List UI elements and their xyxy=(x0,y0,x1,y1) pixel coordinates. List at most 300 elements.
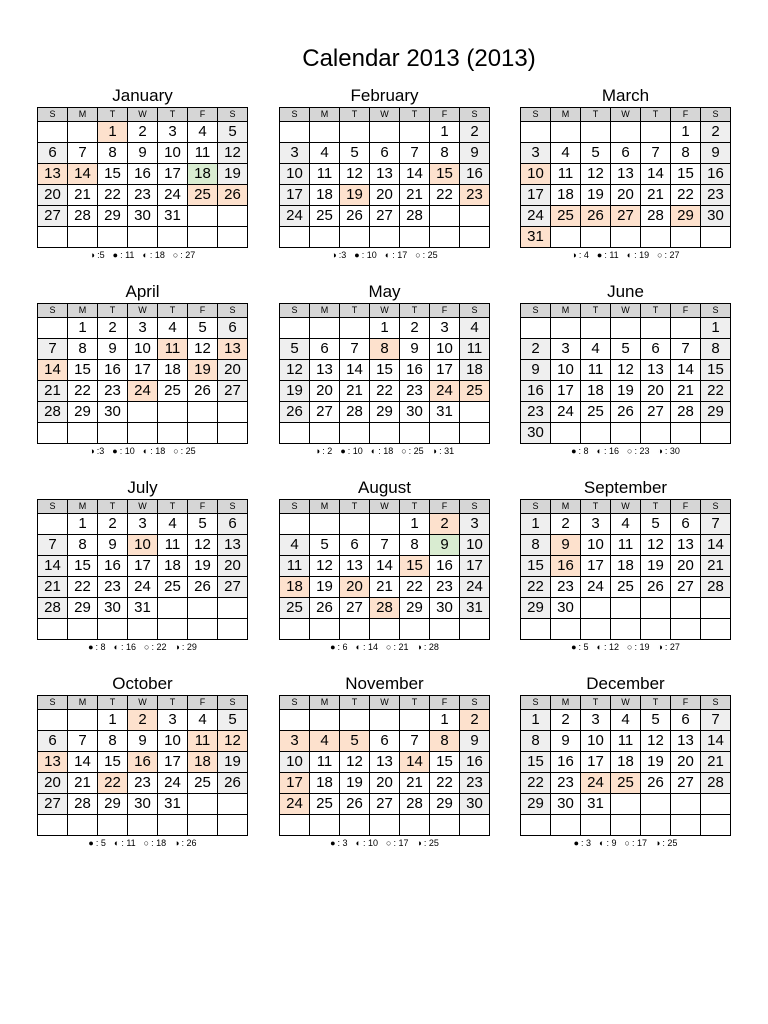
day-cell: 21 xyxy=(370,577,400,598)
day-cell: 8 xyxy=(68,339,98,360)
day-cell: 21 xyxy=(641,185,671,206)
empty-day-cell xyxy=(430,815,460,836)
empty-day-cell xyxy=(641,598,671,619)
day-cell: 18 xyxy=(188,752,218,773)
day-cell: 18 xyxy=(280,577,310,598)
moon-phase xyxy=(354,250,376,260)
moon-phase xyxy=(331,250,346,260)
week-row xyxy=(521,164,731,185)
moon-phase xyxy=(657,446,679,456)
moon-phase-date: : 16 xyxy=(120,642,136,652)
weekday-header: S xyxy=(521,108,551,122)
day-cell: 7 xyxy=(400,731,430,752)
day-cell: 19 xyxy=(218,164,248,185)
day-cell: 16 xyxy=(430,556,460,577)
day-cell: 2 xyxy=(460,122,490,143)
moon-phase-date: : 21 xyxy=(393,642,409,652)
day-cell: 14 xyxy=(68,164,98,185)
day-cell: 7 xyxy=(701,514,731,535)
day-cell: 3 xyxy=(158,710,188,731)
day-cell: 24 xyxy=(158,773,188,794)
moon-phase-date: : 27 xyxy=(664,250,680,260)
empty-day-cell xyxy=(38,710,68,731)
day-cell: 30 xyxy=(400,402,430,423)
moon-phase xyxy=(174,642,196,652)
day-cell: 11 xyxy=(310,164,340,185)
first-quarter-icon: ◑ xyxy=(416,838,422,848)
day-cell: 23 xyxy=(521,402,551,423)
week-row xyxy=(521,815,731,836)
empty-day-cell xyxy=(310,318,340,339)
day-cell: 13 xyxy=(340,556,370,577)
day-cell: 10 xyxy=(581,731,611,752)
day-cell: 1 xyxy=(68,514,98,535)
day-cell: 22 xyxy=(400,577,430,598)
empty-day-cell xyxy=(218,794,248,815)
day-cell: 21 xyxy=(38,381,68,402)
empty-day-cell xyxy=(98,619,128,640)
day-cell: 28 xyxy=(68,794,98,815)
moon-phase xyxy=(571,250,588,260)
day-cell: 14 xyxy=(701,731,731,752)
weekday-header-row xyxy=(521,304,731,318)
empty-day-cell xyxy=(218,619,248,640)
day-cell: 1 xyxy=(430,122,460,143)
day-cell: 17 xyxy=(280,773,310,794)
empty-day-cell xyxy=(581,598,611,619)
first-quarter-icon: ◑ xyxy=(657,446,663,456)
empty-day-cell xyxy=(611,227,641,248)
week-row xyxy=(521,402,731,423)
moon-phase xyxy=(89,446,104,456)
moon-phase-date: : 3 xyxy=(337,838,348,848)
day-cell: 2 xyxy=(128,710,158,731)
month-grid xyxy=(37,695,248,836)
weekday-header: T xyxy=(641,696,671,710)
day-cell: 22 xyxy=(430,185,460,206)
day-cell: 13 xyxy=(370,752,400,773)
weekday-header: T xyxy=(641,108,671,122)
day-cell: 5 xyxy=(218,710,248,731)
day-cell: 24 xyxy=(551,402,581,423)
empty-day-cell xyxy=(671,815,701,836)
day-cell: 6 xyxy=(370,731,400,752)
day-cell: 13 xyxy=(310,360,340,381)
empty-day-cell xyxy=(400,122,430,143)
empty-day-cell xyxy=(188,402,218,423)
day-cell: 27 xyxy=(218,577,248,598)
day-cell: 31 xyxy=(158,206,188,227)
weekday-header: W xyxy=(128,500,158,514)
day-cell: 17 xyxy=(158,164,188,185)
week-row xyxy=(38,143,248,164)
day-cell: 15 xyxy=(671,164,701,185)
empty-day-cell xyxy=(671,423,701,444)
day-cell: 6 xyxy=(310,339,340,360)
day-cell: 14 xyxy=(671,360,701,381)
day-cell: 19 xyxy=(280,381,310,402)
empty-day-cell xyxy=(460,619,490,640)
moon-phase xyxy=(114,838,136,848)
day-cell: 24 xyxy=(581,773,611,794)
day-cell: 25 xyxy=(280,598,310,619)
empty-day-cell xyxy=(370,710,400,731)
moon-phase xyxy=(386,838,408,848)
day-cell: 24 xyxy=(128,577,158,598)
day-cell: 9 xyxy=(98,339,128,360)
weekday-header-row xyxy=(38,304,248,318)
day-cell: 16 xyxy=(460,164,490,185)
empty-day-cell xyxy=(641,318,671,339)
empty-day-cell xyxy=(701,815,731,836)
empty-day-cell xyxy=(460,423,490,444)
empty-day-cell xyxy=(611,122,641,143)
day-cell: 26 xyxy=(581,206,611,227)
weekday-header: M xyxy=(551,304,581,318)
empty-day-cell xyxy=(128,227,158,248)
first-quarter-icon: ◑ xyxy=(174,642,180,652)
day-cell: 12 xyxy=(641,535,671,556)
moon-phase xyxy=(356,642,378,652)
weekday-header: F xyxy=(188,500,218,514)
day-cell: 30 xyxy=(701,206,731,227)
day-cell: 11 xyxy=(188,143,218,164)
day-cell: 12 xyxy=(641,731,671,752)
day-cell: 27 xyxy=(370,206,400,227)
day-cell: 13 xyxy=(218,535,248,556)
month-grid xyxy=(37,499,248,640)
empty-day-cell xyxy=(128,402,158,423)
day-cell: 3 xyxy=(158,122,188,143)
week-row xyxy=(521,556,731,577)
weekday-header: W xyxy=(128,304,158,318)
moon-phase-date: : 16 xyxy=(603,446,619,456)
page-title: Calendar 2013 (2013) xyxy=(302,45,536,72)
empty-day-cell xyxy=(370,514,400,535)
month-november xyxy=(279,673,490,851)
day-cell: 7 xyxy=(641,143,671,164)
empty-day-cell xyxy=(340,619,370,640)
moon-phase-date: : 25 xyxy=(180,446,196,456)
full-moon-icon: ○ xyxy=(173,446,179,456)
day-cell: 21 xyxy=(38,577,68,598)
day-cell: 18 xyxy=(188,164,218,185)
empty-day-cell xyxy=(641,423,671,444)
moon-phase-date: :3 xyxy=(96,446,105,456)
day-cell: 18 xyxy=(310,773,340,794)
day-cell: 11 xyxy=(280,556,310,577)
empty-day-cell xyxy=(158,402,188,423)
day-cell: 17 xyxy=(551,381,581,402)
day-cell: 26 xyxy=(641,577,671,598)
moon-phase-date: : 25 xyxy=(423,838,439,848)
week-row xyxy=(280,318,490,339)
week-row xyxy=(280,227,490,248)
empty-day-cell xyxy=(280,423,310,444)
day-cell: 4 xyxy=(188,710,218,731)
empty-day-cell xyxy=(340,227,370,248)
weekday-header: T xyxy=(340,108,370,122)
moon-phase-date: : 18 xyxy=(378,446,394,456)
day-cell: 15 xyxy=(68,556,98,577)
day-cell: 19 xyxy=(340,185,370,206)
day-cell: 2 xyxy=(701,122,731,143)
empty-day-cell xyxy=(551,318,581,339)
day-cell: 3 xyxy=(551,339,581,360)
weekday-header: M xyxy=(551,500,581,514)
day-cell: 5 xyxy=(611,339,641,360)
moon-phases xyxy=(520,640,731,655)
day-cell: 23 xyxy=(551,773,581,794)
day-cell: 4 xyxy=(611,514,641,535)
day-cell: 1 xyxy=(521,514,551,535)
day-cell: 6 xyxy=(641,339,671,360)
day-cell: 16 xyxy=(701,164,731,185)
day-cell: 13 xyxy=(611,164,641,185)
weekday-header: S xyxy=(701,696,731,710)
empty-day-cell xyxy=(218,423,248,444)
moon-phase-date: : 11 xyxy=(604,250,619,260)
weekday-header: F xyxy=(430,696,460,710)
week-row xyxy=(521,122,731,143)
day-cell: 29 xyxy=(430,794,460,815)
day-cell: 11 xyxy=(581,360,611,381)
moon-phase-date: : 17 xyxy=(393,838,409,848)
new-moon-icon: ● xyxy=(88,838,94,848)
moon-phases xyxy=(37,836,248,851)
full-moon-icon: ○ xyxy=(144,642,150,652)
day-cell: 21 xyxy=(671,381,701,402)
empty-day-cell xyxy=(611,619,641,640)
day-cell: 23 xyxy=(460,185,490,206)
week-row xyxy=(38,122,248,143)
day-cell: 3 xyxy=(581,710,611,731)
week-row xyxy=(38,514,248,535)
weekday-header: S xyxy=(38,304,68,318)
day-cell: 30 xyxy=(430,598,460,619)
moon-phase xyxy=(371,446,393,456)
day-cell: 18 xyxy=(158,360,188,381)
day-cell: 15 xyxy=(701,360,731,381)
empty-day-cell xyxy=(158,227,188,248)
empty-day-cell xyxy=(551,619,581,640)
empty-day-cell xyxy=(188,423,218,444)
weekday-header: T xyxy=(581,108,611,122)
weekday-header-row xyxy=(280,108,490,122)
day-cell: 6 xyxy=(38,731,68,752)
first-quarter-icon: ◑ xyxy=(331,250,337,260)
month-december xyxy=(520,673,731,851)
empty-day-cell xyxy=(551,122,581,143)
month-october xyxy=(37,673,248,851)
moon-phase-date: : 5 xyxy=(578,642,589,652)
day-cell: 20 xyxy=(340,577,370,598)
week-row xyxy=(280,752,490,773)
day-cell: 22 xyxy=(430,773,460,794)
empty-day-cell xyxy=(370,227,400,248)
weekday-header-row xyxy=(38,696,248,710)
day-cell: 6 xyxy=(671,710,701,731)
day-cell: 9 xyxy=(460,731,490,752)
month-august xyxy=(279,477,490,655)
week-row xyxy=(38,710,248,731)
week-row xyxy=(521,598,731,619)
moon-phase xyxy=(173,250,195,260)
day-cell: 19 xyxy=(641,752,671,773)
month-january xyxy=(37,85,248,263)
day-cell: 24 xyxy=(128,381,158,402)
empty-day-cell xyxy=(98,423,128,444)
moon-phases xyxy=(37,444,248,459)
empty-day-cell xyxy=(128,423,158,444)
day-cell: 1 xyxy=(68,318,98,339)
day-cell: 10 xyxy=(581,535,611,556)
weekday-header: S xyxy=(460,696,490,710)
day-cell: 27 xyxy=(671,577,701,598)
day-cell: 26 xyxy=(611,402,641,423)
weekday-header: T xyxy=(340,304,370,318)
empty-day-cell xyxy=(611,794,641,815)
week-row xyxy=(280,710,490,731)
day-cell: 23 xyxy=(551,577,581,598)
week-row xyxy=(521,381,731,402)
empty-day-cell xyxy=(611,815,641,836)
day-cell: 3 xyxy=(280,731,310,752)
weekday-header: F xyxy=(188,108,218,122)
empty-day-cell xyxy=(340,815,370,836)
day-cell: 26 xyxy=(641,773,671,794)
day-cell: 2 xyxy=(98,318,128,339)
day-cell: 15 xyxy=(98,752,128,773)
day-cell: 9 xyxy=(98,535,128,556)
moon-phase-date: : 3 xyxy=(581,838,592,848)
day-cell: 30 xyxy=(460,794,490,815)
first-quarter-icon: ◑ xyxy=(431,446,438,456)
weekday-header: T xyxy=(400,108,430,122)
empty-day-cell xyxy=(310,227,340,248)
day-cell: 12 xyxy=(218,143,248,164)
day-cell: 26 xyxy=(280,402,310,423)
empty-day-cell xyxy=(521,619,551,640)
new-moon-icon: ● xyxy=(88,642,94,652)
month-name: February xyxy=(350,86,419,105)
empty-day-cell xyxy=(671,794,701,815)
day-cell: 15 xyxy=(430,164,460,185)
day-cell: 17 xyxy=(158,752,188,773)
day-cell: 20 xyxy=(671,752,701,773)
day-cell: 1 xyxy=(98,122,128,143)
empty-day-cell xyxy=(310,122,340,143)
moon-phase xyxy=(330,642,347,652)
weekday-header: S xyxy=(280,108,310,122)
empty-day-cell xyxy=(310,514,340,535)
day-cell: 12 xyxy=(188,339,218,360)
month-grid xyxy=(520,695,731,836)
moon-phase-date: : 25 xyxy=(662,838,678,848)
day-cell: 29 xyxy=(68,402,98,423)
day-cell: 24 xyxy=(430,381,460,402)
moon-phase xyxy=(597,642,619,652)
last-quarter-icon: ◐ xyxy=(355,642,361,652)
week-row xyxy=(521,535,731,556)
first-quarter-icon: ◑ xyxy=(89,250,96,260)
week-row xyxy=(280,206,490,227)
empty-day-cell xyxy=(400,619,430,640)
weekday-header: S xyxy=(218,696,248,710)
moon-phase xyxy=(143,446,165,456)
month-june xyxy=(520,281,731,459)
day-cell: 30 xyxy=(128,794,158,815)
day-cell: 5 xyxy=(280,339,310,360)
day-cell: 18 xyxy=(611,556,641,577)
weekday-header: S xyxy=(521,500,551,514)
day-cell: 29 xyxy=(370,402,400,423)
day-cell: 10 xyxy=(521,164,551,185)
weekday-header: S xyxy=(38,696,68,710)
day-cell: 17 xyxy=(460,556,490,577)
weekday-header: W xyxy=(370,696,400,710)
empty-day-cell xyxy=(310,423,340,444)
month-grid xyxy=(279,695,490,836)
day-cell: 25 xyxy=(611,773,641,794)
weekday-header: S xyxy=(280,304,310,318)
week-row xyxy=(280,535,490,556)
day-cell: 21 xyxy=(68,773,98,794)
day-cell: 13 xyxy=(671,731,701,752)
day-cell: 16 xyxy=(400,360,430,381)
empty-day-cell xyxy=(430,423,460,444)
last-quarter-icon: ◐ xyxy=(142,446,149,456)
day-cell: 23 xyxy=(430,577,460,598)
day-cell: 6 xyxy=(218,514,248,535)
day-cell: 31 xyxy=(581,794,611,815)
month-grid xyxy=(279,499,490,640)
weekday-header: S xyxy=(521,304,551,318)
month-grid xyxy=(520,107,731,248)
moon-phase-date: : 30 xyxy=(664,446,680,456)
day-cell: 7 xyxy=(68,143,98,164)
empty-day-cell xyxy=(158,815,188,836)
weekday-header: S xyxy=(521,696,551,710)
day-cell: 4 xyxy=(188,122,218,143)
day-cell: 8 xyxy=(521,535,551,556)
moon-phase-date: : 5 xyxy=(95,838,106,848)
last-quarter-icon: ◐ xyxy=(596,642,602,652)
day-cell: 7 xyxy=(38,535,68,556)
moon-phases xyxy=(279,444,490,459)
empty-day-cell xyxy=(400,710,430,731)
day-cell: 4 xyxy=(310,731,340,752)
day-cell: 11 xyxy=(188,731,218,752)
day-cell: 18 xyxy=(158,556,188,577)
full-moon-icon: ○ xyxy=(624,838,630,848)
week-row xyxy=(280,731,490,752)
month-name: June xyxy=(607,282,644,301)
day-cell: 20 xyxy=(641,381,671,402)
last-quarter-icon: ◐ xyxy=(599,838,605,848)
day-cell: 21 xyxy=(340,381,370,402)
day-cell: 24 xyxy=(158,185,188,206)
moon-phase xyxy=(574,838,591,848)
day-cell: 9 xyxy=(400,339,430,360)
day-cell: 30 xyxy=(521,423,551,444)
day-cell: 26 xyxy=(340,206,370,227)
day-cell: 7 xyxy=(370,535,400,556)
day-cell: 2 xyxy=(521,339,551,360)
weekday-header: T xyxy=(581,696,611,710)
month-may xyxy=(279,281,490,459)
day-cell: 2 xyxy=(551,710,581,731)
